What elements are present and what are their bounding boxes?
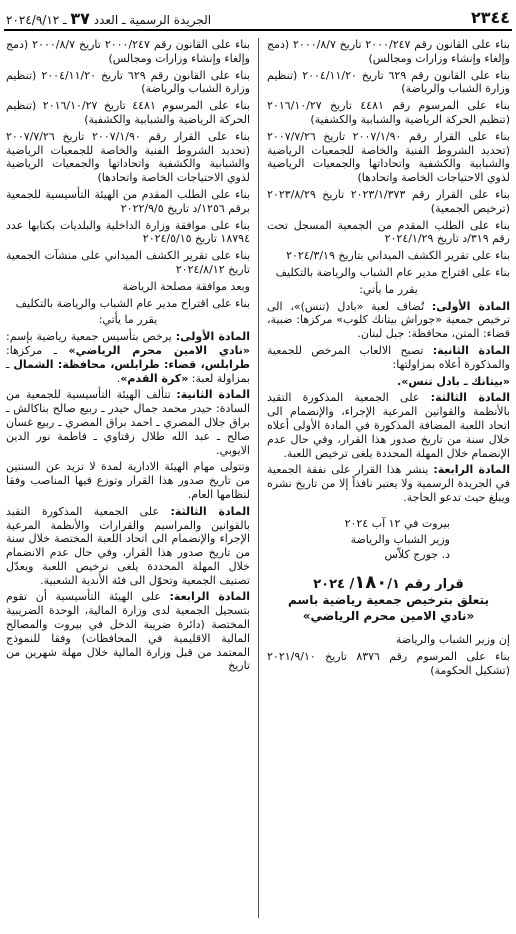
preamble-request: بناء على الطلب المقدم من الجمعية المسجل تحت رقم ٣١٩/د تاريخ ٢٠٢٤/١/٢٩: [267, 218, 510, 246]
column-divider: [258, 38, 259, 918]
issue-date: ـ ٢٠٢٤/٩/١٢: [6, 13, 67, 27]
article-2-text: تتألف الهيئة التأسيسية للجمعية من السادة: حيدر محمد جمال حيدر ـ ربيع صالح بناكالش ـ براق جلال المصري ـ احمد براق المصري ـ ربيع غسان صالح ـ عبد الله طلال زقتاوي ـ فاطمة نور الدين الايوبي.: [6, 388, 250, 457]
left-column: [6, 38, 250, 676]
article-4-label: المادة الرابعة:: [169, 590, 250, 604]
decision-prefix: قرار رقم: [404, 577, 464, 593]
preamble-decree-4481: بناء على المرسوم ٤٤٨١ تاريخ ٢٠١٦/١٠/٢٧ (تنظيم الحركة الرياضية والشبابية والكشفية): [6, 99, 250, 126]
article-3: [6, 505, 250, 588]
preamble-interior-approval: بناء على موافقة وزارة الداخلية والبلديات بكتابها عدد ١٨٧٩٤ تاريخ ٢٠٢٤/٥/١٥: [6, 218, 250, 246]
article-2: [6, 388, 250, 457]
decision-suffix: /١/ ٢٠٢٤: [313, 577, 400, 593]
preamble-proposal: بناء على اقتراح مدير عام الشباب والرياضة بالتكليف: [275, 265, 510, 279]
decision-subject-line-1: يتعلق بترخيص جمعية رياضية باسم: [288, 592, 489, 607]
article-4-label: المادة الرابعة:: [433, 463, 510, 477]
article-1-text: تُضاف لعبة «بادل (تنس)»، الى ترخيص جمعية «جوراش بيتانك كلوب» مركزها: ضبية، قضاء: المتن، محافظة: جبل لبنان.: [267, 299, 510, 341]
article-2-label: المادة الثانية:: [432, 343, 510, 357]
article-1-text-a: يرخص بتأسيس جمعية رياضية بإسم:: [6, 330, 176, 344]
preamble-law-629: بناء على القانون رقم ٦٢٩ تاريخ ٢٠٠٤/١١/٢٠ (تنظيم وزارة الشباب والرياضة): [267, 68, 510, 96]
article-2: [267, 344, 510, 372]
page-header: [0, 0, 516, 30]
club-game: «كرة القدم»: [120, 371, 189, 385]
article-1: [6, 330, 250, 385]
minister-title: وزير الشباب والرياضة: [350, 532, 450, 546]
decision-minister: إن وزير الشباب والرياضة: [395, 633, 510, 647]
preamble-law-247: بناء على القانون رقم ٢٠٠٠/٢٤٧ تاريخ ٢٠٠٠/٨/٧ (دمج وإلغاء وإنشاء وزارات ومجالس): [267, 38, 510, 65]
preamble-law-629: بناء على القانون رقم ٦٢٩ تاريخ ٢٠٠٤/١١/٢٠ (تنظيم وزارة الشباب والرياضة): [6, 68, 250, 96]
preamble-inspection: بناء على تقرير الكشف الميداني بتاريخ ٢٠٢٤/٣/١٩: [286, 249, 510, 263]
issue-number: ٣٧: [70, 9, 90, 28]
article-1-end: .: [116, 371, 121, 385]
article-1-text-c: ـ بمزاولة لعبة:: [6, 357, 250, 385]
decision-heading: [267, 572, 510, 623]
article-4-text: ينشر هذا القرار على نفقة الجمعية في الجريدة الرسمية ولا يعتبر نافذاً إلا من تاريخ نشره ويبلغ حيث تدعو الحاجة.: [267, 463, 510, 504]
article-3: [267, 391, 510, 460]
preamble-proposal: بناء على اقتراح مدير عام الشباب والرياضة بالتكليف: [15, 296, 250, 310]
club-name: «نادي الامين محرم الرياضي»: [68, 343, 250, 357]
article-3-text: على الجمعية المذكورة التقيد بالأنظمة والقوانين المرعية الإجراء، والإنضمام الى اتحاد اللعبة المضافة المذكورة في المادة الأولى أعلاه خلال سنة من تاريخ صدور هذا القرار، وفي حال عدم الإنضمام خلال المهلة المحددة يلغى ترخيص اللعبة.: [267, 391, 510, 460]
article-2-text: تصبح الالعاب المرخص للجمعية والمذكورة أعلاه بمزاولتها:: [267, 343, 510, 371]
article-2-games: «بيتانك ـ بادل تنس».: [397, 374, 510, 388]
article-1-label: المادة الأولى:: [175, 330, 250, 344]
article-4: [6, 590, 250, 673]
article-3-label: المادة الثالثة:: [170, 504, 251, 518]
decides-heading: يقرر ما يأتي:: [359, 282, 418, 296]
right-column: [267, 38, 510, 681]
page-number: ٢٣٤٤: [470, 8, 510, 27]
article-4-text: على الهيئة التأسيسية أن تقوم بتسجيل الجمعية لدى وزارة المالية، الوحدة الضريبية المختصة (دائرة ضريبة الدخل في بيروت والمصالح المالية الاقليمية في المحافظات) وفقا للنموذج المعتمد من قبل وزارة المالية خلال مهلة شهرين من تاريخ: [6, 590, 250, 673]
minister-name: د. جورج كلاّس: [384, 548, 450, 562]
article-2-label: المادة الثانية:: [176, 388, 250, 402]
preamble-decree-4481: بناء على المرسوم رقم ٤٤٨١ تاريخ ٢٠١٦/١٠/٢٧ (تنظيم الحركة الرياضية والشبابية والكشفية): [267, 99, 510, 126]
preamble-decision-90: بناء على القرار رقم ٢٠٠٧/١/٩٠ تاريخ ٢٠٠٧/٧/٢٦ (تحديد الشروط الفنية والخاصة للجمعيات الرياضية والشبابية والكشفية واتحاداتها والجمعيات الرياضية لذوي الاحتياجات الخاصة واتحادها): [267, 129, 510, 185]
header-rule: [4, 29, 512, 31]
gazette-masthead: [6, 9, 211, 28]
preamble-request: بناء على الطلب المقدم من الهيئة التأسيسية للجمعية برقم ١٢٥٦/د تاريخ ٢٠٢٢/٩/٥: [6, 187, 250, 215]
article-1: [267, 300, 510, 341]
article-4: [267, 463, 510, 504]
article-3-text: على الجمعية المذكورة التقيد بالقوانين والمراسيم والقرارات والأنظمة المرعية الإجراء والإنضمام الى اتحاد اللعبة المختصة خلال سنة من تاريخ صدور هذا القرار، وفي حال عدم الانضمام خلال المهلة المحددة يلغى ترخيص اللعبة ويعدّل تصنيف الجمعية وتحوّل الى فئة الأندية الشعبية.: [6, 504, 250, 587]
decides-heading: يقرر ما يأتي:: [98, 313, 158, 327]
preamble-law-247: بناء على القانون رقم ٢٠٠٠/٢٤٧ تاريخ ٢٠٠٠/٨/٧ (دمج وإلغاء وإنشاء وزارات ومجالس): [6, 38, 250, 65]
article-1-label: المادة الأولى:: [431, 299, 510, 313]
preamble-inspection: بناء على تقرير الكشف الميداني على منشآت الجمعية تاريخ ٢٠٢٤/٨/١٢: [6, 249, 250, 276]
decision-number-value: ١٨٠: [354, 572, 388, 594]
preamble-decision-373: بناء على القرار رقم ٢٠٢٣/١/٣٧٣ تاريخ ٢٠٢٣/٨/٢٩ (ترخيص الجمعية): [267, 187, 510, 215]
decision-subject-line-2: «نادي الامين محرم الرياضي»: [302, 608, 475, 623]
preamble-sports-approval: وبعد موافقة مصلحة الرياضة: [122, 279, 250, 293]
club-location: طرابلس، قضاء: طرابلس، محافظة: الشمال: [13, 357, 250, 371]
article-1-text-b: ـ مركزها:: [6, 343, 69, 357]
signature-block: [267, 517, 450, 562]
decision-preamble-decree: بناء على المرسوم رقم ٨٣٧٦ تاريخ ٢٠٢١/٩/١٠ (تشكيل الحكومة): [267, 650, 510, 678]
preamble-decision-90: بناء على القرار رقم ٢٠٠٧/١/٩٠ تاريخ ٢٠٠٧/٧/٢٦ (تحديد الشروط الفنية والخاصة للجمعيات الرياضية والشبابية والكشفية واتحاداتها والجمعيات الرياضية لذوي الاحتياجات الخاصة واتحادها): [6, 129, 250, 185]
admin-board-paragraph: وتتولى مهام الهيئة الادارية لمدة لا تزيد عن السنتين من تاريخ صدور هذا القرار وتوزع فيها المناصب وفقا لنظامها العام.: [6, 460, 250, 501]
gazette-name: الجريدة الرسمية ـ العدد: [93, 13, 212, 27]
place-date: بيروت في ١٢ آب ٢٠٢٤: [344, 516, 450, 530]
article-3-label: المادة الثالثة:: [430, 391, 511, 405]
decision-number: [267, 572, 510, 594]
